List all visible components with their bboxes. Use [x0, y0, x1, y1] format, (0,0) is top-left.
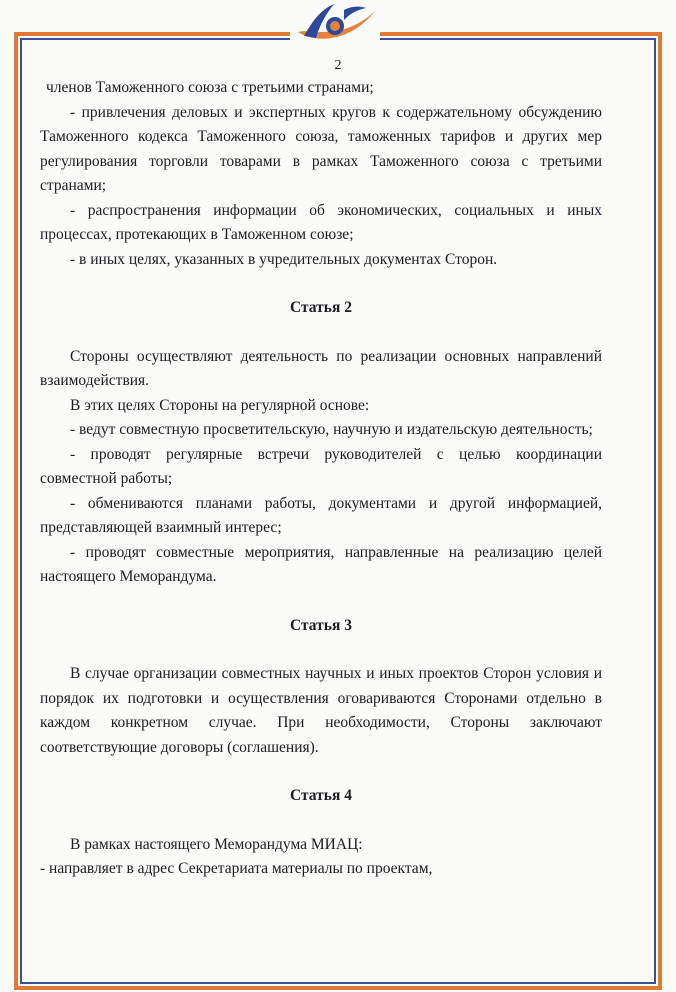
list-item: - ведут совместную просветительскую, научную и издательскую деятельность; [70, 421, 593, 438]
list-item: - направляет в адрес Секретариата материалы по проектам, [40, 860, 433, 877]
paragraph: В рамках настоящего Меморандума МИАЦ: [70, 835, 363, 853]
paragraph: В случае организации совместных научных и иных проектов Сторон условия и порядок их подготовки и осуществления оговариваются Сторонами отдельно в каждом конкретном случае. При необходимости, Стороны заключают соответствующие договоры (соглашения). [40, 665, 602, 756]
list-item: - распространения информации об экономических, социальных и иных процессах, протекающих в Таможенном союзе; [40, 201, 602, 243]
article-4-heading: Статья 4 [290, 787, 352, 804]
list-item: - в иных целях, указанных в учредительных документах Сторон. [70, 250, 498, 268]
eurasian-emblem-icon [290, 2, 380, 50]
paragraph: членов Таможенного союза с третьими странами; [46, 79, 374, 96]
list-item: - проводят регулярные встречи руководителей с целью координации совместной работы; [40, 445, 602, 487]
paragraph: Стороны осуществляют деятельность по реализации основных направлений взаимодействия. [40, 347, 602, 389]
page-number: 2 [334, 58, 342, 73]
list-item: - обмениваются планами работы, документами и другой информацией, представляющей взаимный интерес; [40, 494, 602, 536]
paragraph: В этих целях Стороны на регулярной основе: [70, 396, 370, 414]
article-3-heading: Статья 3 [290, 616, 352, 634]
document-body [40, 76, 602, 882]
list-item: - проводят совместные мероприятия, направленные на реализацию целей настоящего Меморандума. [40, 543, 602, 585]
list-item: - привлечения деловых и экспертных кругов к содержательному обсуждению Таможенного кодекса Таможенного союза, таможенных тарифов и других мер регулирования торговли товарами в рамках Таможенного союза с третьими странами; [40, 103, 602, 194]
article-2-heading: Статья 2 [290, 299, 352, 316]
